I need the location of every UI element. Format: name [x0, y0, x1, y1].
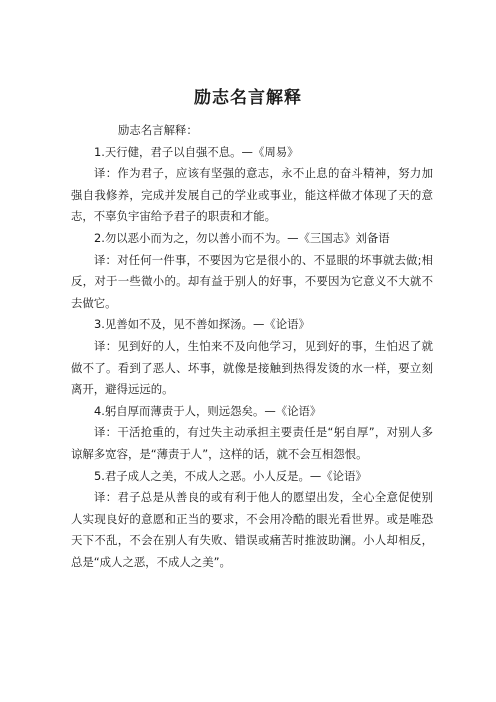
quote-5: 5.君子成人之美，不成人之恶。小人反是。—《论语》	[94, 468, 367, 483]
translation-2: 译：对任何一件事，不要因为它是很小的、不显眼的坏事就去做;相反，对于一些微小的。却有益于别人的好事，不要因为它意义不大就不去做它。	[71, 252, 433, 310]
translation-1: 译：作为君子，应该有坚强的意志，永不止息的奋斗精神，努力加强自我修养，完成并发展自己的学业或事业，能这样做才体现了天的意志，不辜负宇宙给予君子的职责和才能。	[71, 166, 433, 224]
quote-4: 4.躬自厚而薄责于人，则远怨矣。—《论语》	[94, 403, 322, 418]
translation-4: 译：干活抢重的，有过失主动承担主要责任是“躬自厚”，对别人多谅解多宽容，是“薄责于人”，这样的话，就不会互相怨恨。	[71, 425, 433, 461]
translation-5: 译：君子总是从善良的或有利于他人的愿望出发，全心全意促使别人实现良好的意愿和正当的要求，不会用冷酷的眼光看世界。或是唯恐天下不乱，不会在别人有失败、错误或痛苦时推波助澜。小人却相反，总是“成人之恶，不成人之美”。	[71, 490, 433, 569]
translation-3: 译：见到好的人，生怕来不及向他学习，见到好的事，生怕迟了就做不了。看到了恶人、坏事，就像是接触到热得发烫的水一样，要立刻离开，避得远远的。	[71, 338, 433, 397]
quote-3: 3.见善如不及，见不善如探汤。—《论语》	[94, 317, 310, 332]
quote-1: 1.天行健，君子以自强不息。—《周易》	[94, 144, 299, 159]
document-title: 励志名言解释	[194, 88, 302, 108]
document-body	[71, 120, 433, 573]
intro-line: 励志名言解释：	[118, 123, 198, 137]
quote-2: 2.勿以恶小而为之，勿以善小而不为。—《三国志》刘备语	[94, 230, 390, 245]
